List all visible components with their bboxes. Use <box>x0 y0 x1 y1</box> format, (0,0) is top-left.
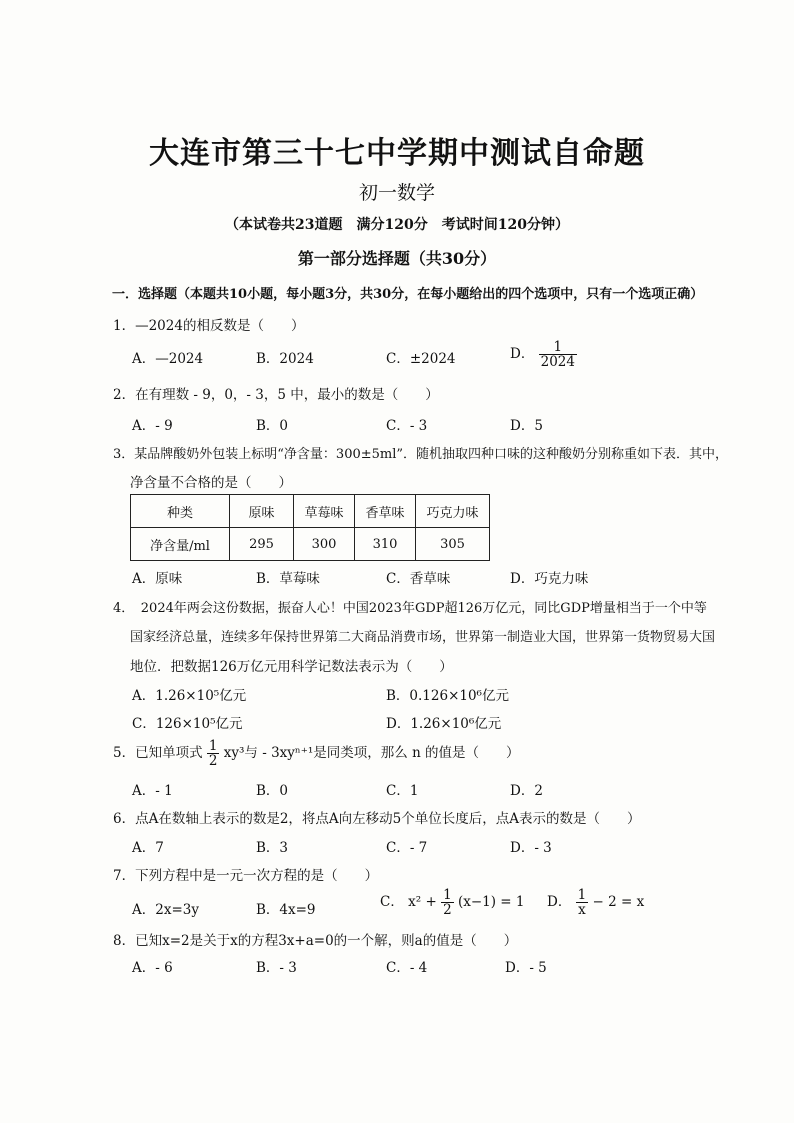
q7-option-c-expr-b: (x−1) = 1 <box>457 894 525 911</box>
fraction-numerator: 1 <box>539 340 577 355</box>
q5-stem-part-b: xy³与 - 3xyⁿ⁺¹是同类项，那么 n 的值是（ ） <box>223 745 520 762</box>
q6-option-b: B．3 <box>256 840 289 856</box>
q1-option-d-label: D． <box>510 346 535 363</box>
section-intro: 一．选择题（本题共10小题，每小题3分，共30分，在每小题给出的四个选项中，只有一个选项正确） <box>112 287 704 302</box>
q7-option-d-expr: − 2 = x <box>592 894 645 911</box>
question-4-stem-line3: 地位．把数据126万亿元用科学记数法表示为（ ） <box>130 659 453 675</box>
q1-option-c: C．±2024 <box>386 351 456 367</box>
q1-option-d-fraction <box>539 340 577 369</box>
q7-option-d-label: D． <box>547 894 572 911</box>
table-header-cell: 香草味 <box>355 495 416 528</box>
q7-option-d-fraction <box>576 888 589 917</box>
q1-option-d <box>510 340 577 369</box>
table-header-cell: 巧克力味 <box>416 495 490 528</box>
fraction-denominator: x <box>578 902 586 919</box>
q6-option-c: C．- 7 <box>386 840 428 856</box>
exam-subject: 初一数学 <box>358 182 435 204</box>
q2-option-d: D．5 <box>510 418 543 434</box>
q2-option-c: C．- 3 <box>386 418 428 434</box>
fraction-numerator: 1 <box>577 887 587 903</box>
question-2-stem: 2．在有理数 - 9，0，- 3，5 中，最小的数是（ ） <box>113 387 439 403</box>
q5-stem-part-a: 5．已知单项式 <box>113 745 203 762</box>
table-cell: 310 <box>355 528 416 561</box>
q2-option-b: B．0 <box>256 418 289 434</box>
q4-option-d: D．1.26×10⁶亿元 <box>386 716 502 732</box>
table-row <box>131 528 490 561</box>
question-8-stem: 8．已知x=2是关于x的方程3x+a=0的一个解，则a的值是（ ） <box>113 933 518 949</box>
q3-option-c: C．香草味 <box>386 571 451 587</box>
fraction-denominator: 2 <box>208 753 218 770</box>
net-content-table <box>130 494 490 561</box>
q8-option-c: C．- 4 <box>386 960 428 976</box>
q3-option-b: B．草莓味 <box>256 571 320 587</box>
fraction-numerator: 1 <box>443 887 452 903</box>
q1-option-b: B．2024 <box>256 351 314 367</box>
table-header-cell: 种类 <box>131 495 230 528</box>
table-cell: 305 <box>416 528 490 561</box>
table-cell: 295 <box>230 528 294 561</box>
q4-option-a: A．1.26×10⁵亿元 <box>132 688 247 704</box>
question-7-stem: 7．下列方程中是一元一次方程的是（ ） <box>113 868 379 884</box>
q5-option-d: D．2 <box>510 783 543 799</box>
q8-option-d: D．- 5 <box>505 960 547 976</box>
question-3-stem-line2: 净含量不合格的是（ ） <box>130 475 292 491</box>
q8-option-a: A．- 6 <box>132 960 173 976</box>
q5-option-b: B．0 <box>256 783 289 799</box>
q7-option-d <box>547 888 644 917</box>
question-4-stem-line1: 4． 2024年两会这份数据，振奋人心！中国2023年GDP超126万亿元，同比GDP增量相当于一个中等 <box>113 601 707 616</box>
q7-option-c-label: C． <box>380 894 404 911</box>
q7-option-c <box>380 888 524 917</box>
table-cell: 300 <box>294 528 355 561</box>
table-header-cell: 原味 <box>230 495 294 528</box>
q2-option-a: A．- 9 <box>132 418 173 434</box>
q5-option-c: C．1 <box>386 783 419 799</box>
exam-title: 大连市第三十七中学期中测试自命题 <box>149 136 645 171</box>
fraction-numerator: 1 <box>208 738 218 754</box>
q4-option-b: B．0.126×10⁶亿元 <box>386 688 509 704</box>
q3-option-a: A．原味 <box>132 571 183 587</box>
question-5-stem <box>113 739 520 768</box>
table-header-row <box>131 495 490 528</box>
table-cell: 净含量/ml <box>131 528 230 561</box>
q7-option-b: B．4x=9 <box>256 902 316 918</box>
exam-info: （本试卷共23道题 满分120分 考试时间120分钟） <box>225 217 569 233</box>
question-4-stem-line2: 国家经济总量，连续多年保持世界第二大商品消费市场，世界第一制造业大国，世界第一货物贸易大国 <box>130 630 716 645</box>
q7-option-a: A．2x=3y <box>132 902 199 918</box>
q5-fraction <box>207 739 220 768</box>
question-3-stem-line1: 3．某品牌酸奶外包装上标明“净含量：300±5ml”．随机抽取四种口味的这种酸奶分别称重如下表．其中， <box>113 447 729 462</box>
question-6-stem: 6．点A在数轴上表示的数是2，将点A向左移动5个单位长度后，点A表示的数是（ ） <box>113 811 641 827</box>
q1-option-a: A．—2024 <box>132 351 204 367</box>
part-title: 第一部分选择题（共30分） <box>297 249 497 268</box>
fraction-denominator: 2024 <box>540 354 575 371</box>
q4-option-c: C．126×10⁵亿元 <box>132 716 243 732</box>
q7-option-c-fraction <box>441 888 454 917</box>
q8-option-b: B．- 3 <box>256 960 297 976</box>
question-1-stem: 1．—2024的相反数是（ ） <box>113 318 305 334</box>
q6-option-d: D．- 3 <box>510 840 552 856</box>
q6-option-a: A．7 <box>132 840 164 856</box>
table-header-cell: 草莓味 <box>294 495 355 528</box>
q5-option-a: A．- 1 <box>132 783 173 799</box>
q3-option-d: D．巧克力味 <box>510 571 589 587</box>
q7-option-c-expr-a: x² + <box>408 894 442 911</box>
fraction-denominator: 2 <box>443 902 452 919</box>
